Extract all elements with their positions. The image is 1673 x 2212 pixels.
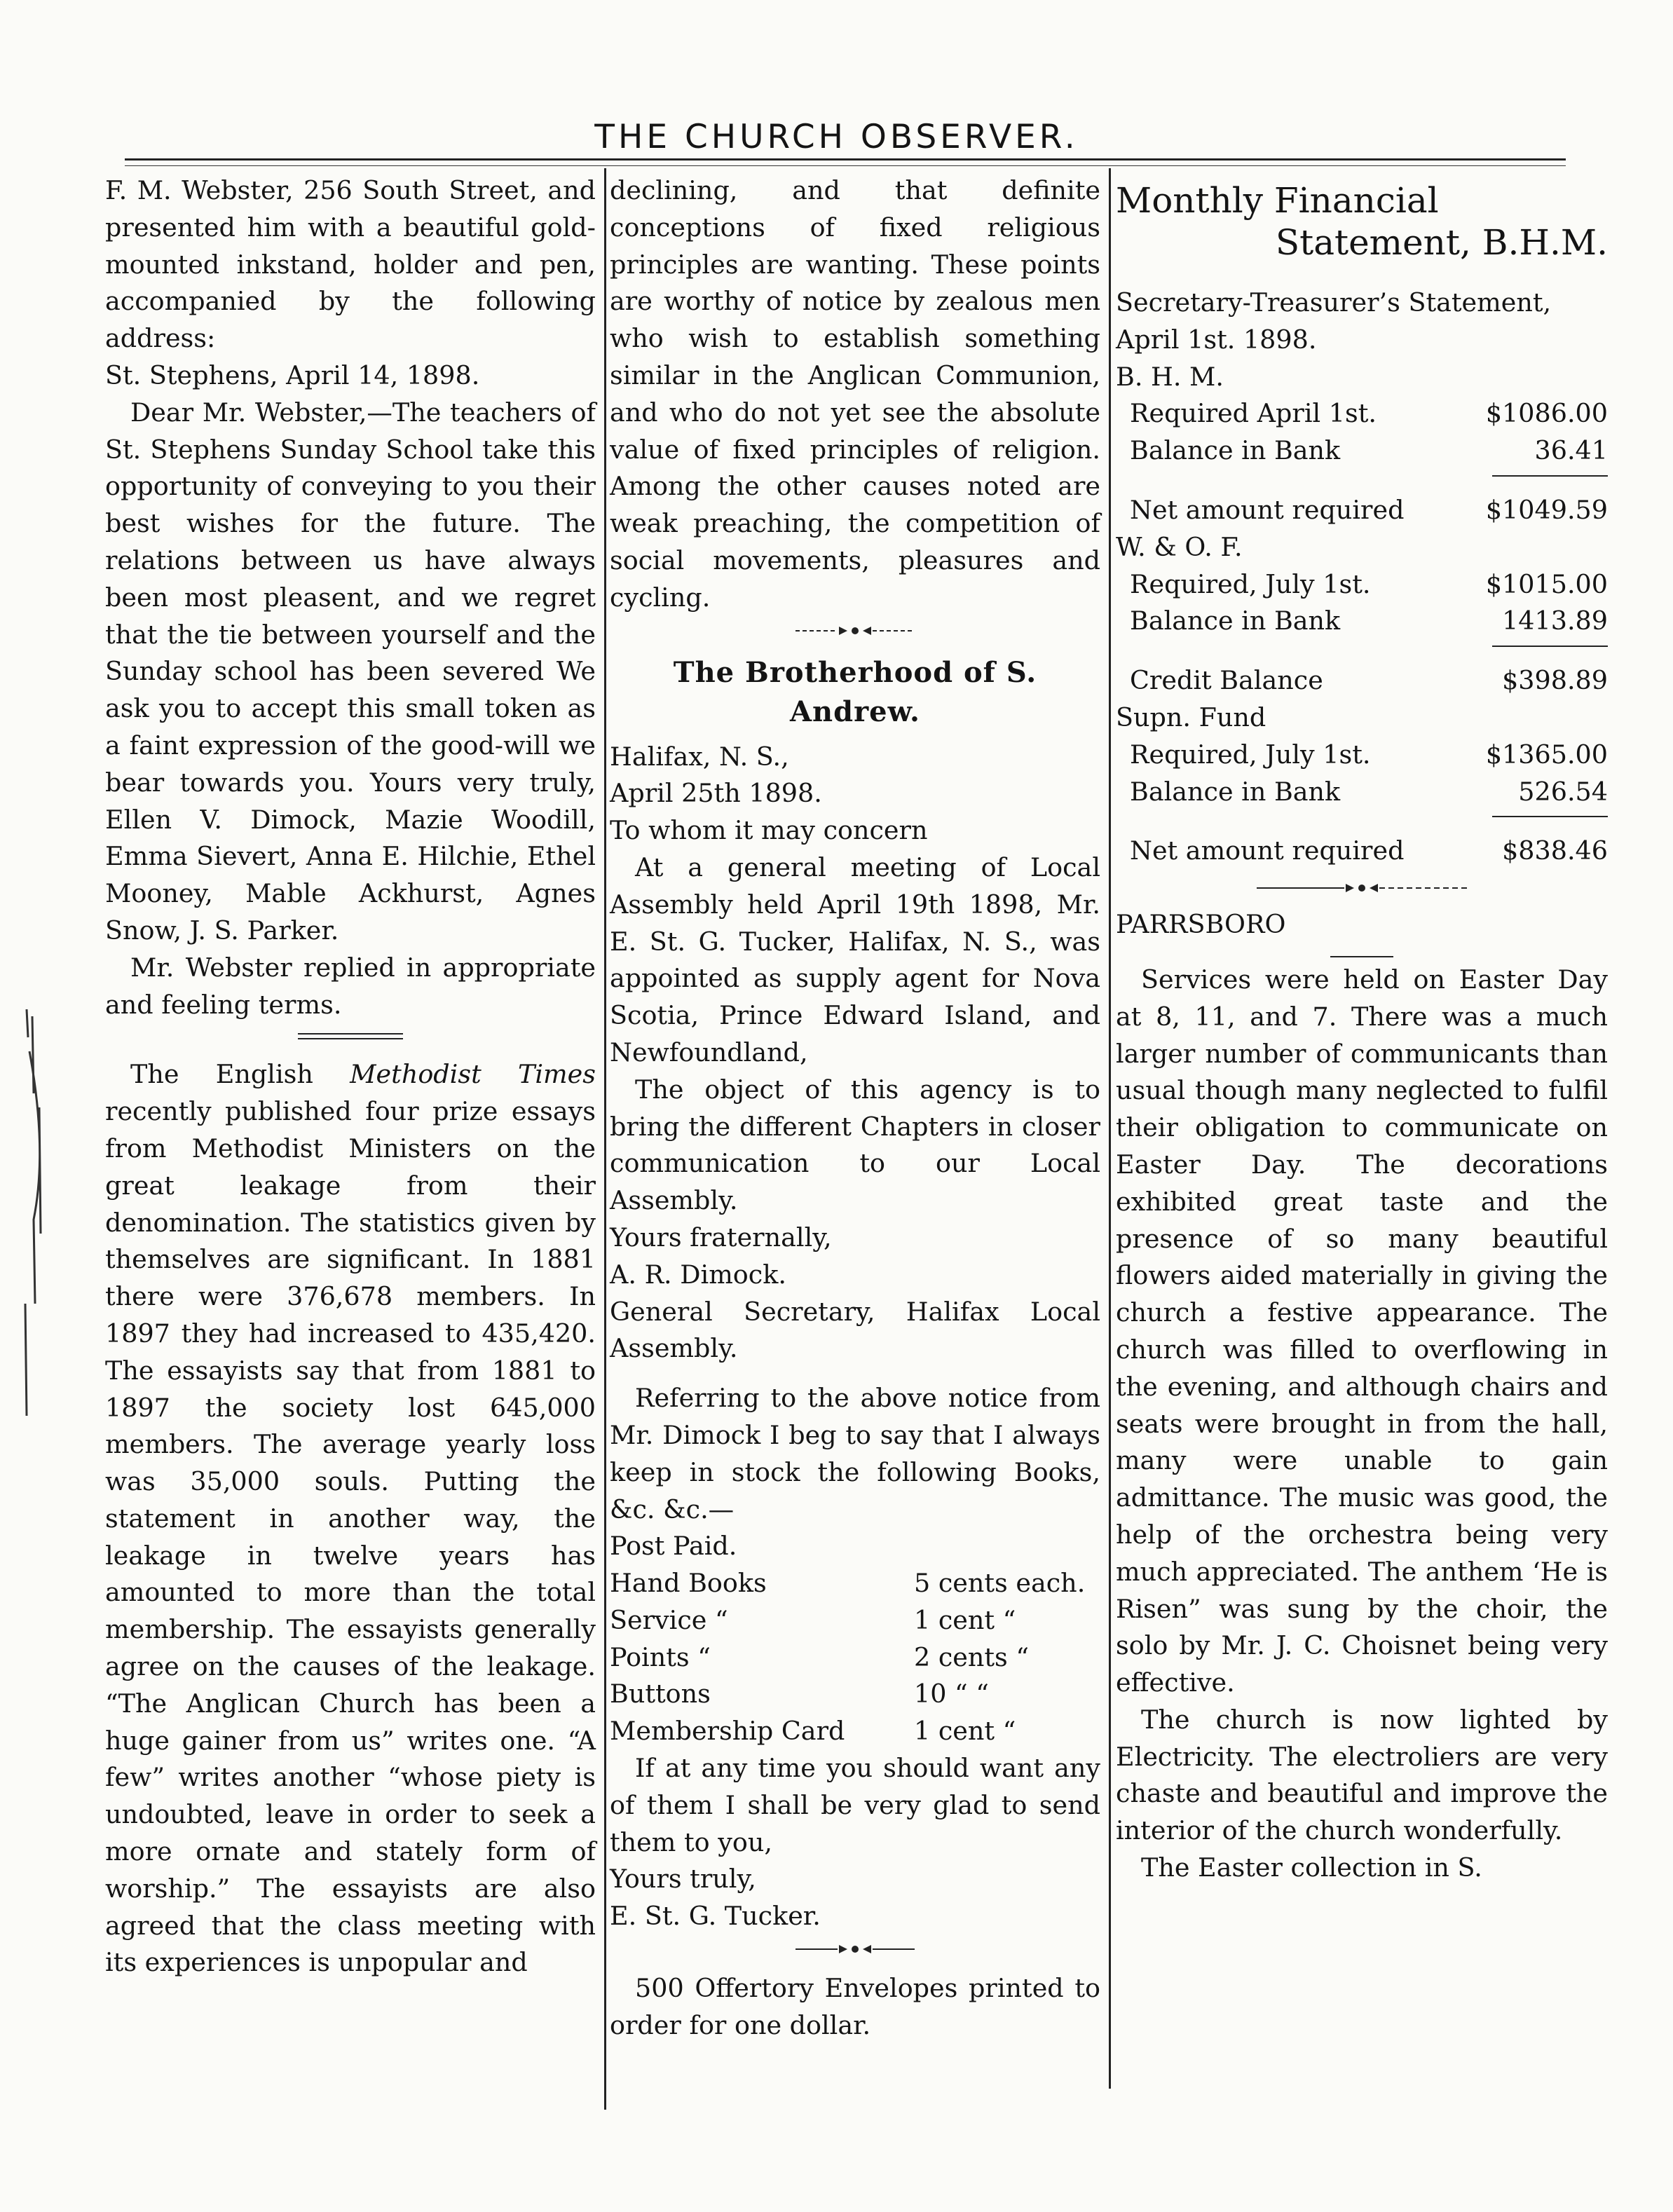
fund-name: W. & O. F. [1116, 531, 1243, 562]
letter-paragraph: If at any time you should want any of them I shall be very glad to send them to you, [610, 1753, 1100, 1857]
masthead-rule [125, 158, 1566, 161]
fund-row-amount: $1086.00 [1485, 398, 1608, 429]
price-item: Membership Card [610, 1716, 845, 1747]
brotherhood-heading: The Brotherhood of S. Andrew. [673, 655, 1037, 728]
fund-row-label: Balance in Bank [1130, 606, 1341, 636]
sum-rule [1492, 475, 1608, 477]
parrsboro-heading: PARRSBORO [1116, 909, 1286, 940]
masthead-title: THE CHURCH OBSERVER. [594, 118, 1079, 156]
price-value: 10 “ “ [914, 1679, 989, 1709]
price-item: Points “ [610, 1641, 711, 1672]
column-divider-left [604, 168, 606, 2110]
column-divider-right [1109, 168, 1111, 2089]
fund-total-amount: $838.46 [1502, 835, 1608, 866]
letter-paragraph: The object of this agency is to bring the different Chapters in closer communication to our Local Assembly. [610, 1074, 1100, 1216]
letter-salutation: To whom it may concern [610, 815, 928, 846]
fund-name: B. H. M. [1116, 361, 1224, 392]
fund-row-amount: 1413.89 [1502, 606, 1608, 636]
parrsboro-paragraph: Services were held on Easter Day at 8, 11, and 7. There was a much larger number of communicants than usual though many neglected to fulfil their obligation to communicate on Easter Day. The decorations exhibited great taste and the presence of so many beautiful flowers aided materially in giving the church a festive appearance. The church was filled to overflowing in the evening, and although chairs and seats were brought in from the hall, many were unable to gain admittance. The music was good, the help of the orchestra being very much appreciated. The anthem ‘He is Risen” was sung by the choir, the solo by Mr. J. C. Choisnet being very effective. [1116, 964, 1608, 1698]
text-run: The English [130, 1059, 350, 1090]
ornament-divider [610, 617, 1100, 645]
ornament-icon [1257, 881, 1467, 895]
heading-rule [1330, 956, 1393, 957]
financial-title-line1: Monthly Financial [1116, 180, 1439, 221]
address-letter: Dear Mr. Webster,—The teachers of St. Stephens Sunday School take this opportunity of conveying to you their best wishes for the future. The relations between us have always been most pleasent, and we regret that the tie between yourself and the Sunday school has been severed We ask you to accept this small token as a faint expression of the good-will we bear towards you. Yours very truly, Ellen V. Dimock, Mazie Woodill, Emma Sievert, Anna E. Hilchie, Ethel Mooney, Mable Ackhurst, Agnes Snow, J. S. Parker. [105, 397, 596, 945]
parrsboro-paragraph: The Easter collection in S. [1141, 1852, 1482, 1883]
fund-row [1116, 774, 1608, 811]
masthead-rule-thin [125, 165, 1566, 166]
fund-row-label: Required April 1st. [1130, 398, 1377, 429]
fund-total [1116, 833, 1608, 870]
fund-row-label: Balance in Bank [1130, 776, 1341, 807]
ornament-icon [795, 1942, 915, 1956]
fund-total-label: Net amount required [1130, 835, 1405, 866]
fund-total-row [1116, 662, 1608, 699]
column-1 [105, 172, 596, 1981]
fund-total-amount: $398.89 [1502, 665, 1608, 696]
letter-signature: E. St. G. Tucker. [610, 1901, 821, 1932]
price-value: 1 cent “ [914, 1604, 1016, 1635]
fund-row [1116, 566, 1608, 603]
fund-total [1116, 662, 1608, 699]
fund-row-amount: $1015.00 [1485, 568, 1608, 599]
signature-title: General Secretary, Halifax Local Assembly. [610, 1296, 1100, 1364]
scan-artifact [13, 1009, 55, 1416]
fund-row [1116, 395, 1608, 432]
fund-row-label: Required, July 1st. [1130, 739, 1371, 770]
letter-paragraph: At a general meeting of Local Assembly held April 19th 1898, Mr. E. St. G. Tucker, Halifax, N. S., was appointed as supply agent for Nova Scotia, Prince Edward Island, and Newfoundland, [610, 852, 1100, 1067]
sum-rule [1492, 816, 1608, 817]
fund-total-row [1116, 833, 1608, 870]
fund-row-label: Balance in Bank [1130, 435, 1341, 466]
fund-row-amount: 526.54 [1518, 776, 1608, 807]
letter-closing: Yours fraternally, [610, 1222, 832, 1252]
price-row [610, 1565, 1100, 1602]
letter-closing: Yours truly, [610, 1864, 756, 1894]
price-row [610, 1676, 1100, 1713]
ornament-divider [1116, 874, 1608, 902]
fund-table [1116, 395, 1608, 470]
letter-signature: A. R. Dimock. [610, 1259, 786, 1290]
sum-rule [1492, 646, 1608, 647]
fund-total-label: Credit Balance [1130, 665, 1323, 696]
fund-total-row [1116, 492, 1608, 529]
parrsboro-paragraph: The church is now lighted by Electricity. The electroliers are very chaste and beautiful and improve the interior of the church wonderfully. [1116, 1704, 1608, 1846]
fund-row-label: Required, July 1st. [1130, 568, 1371, 599]
fund-row-amount: 36.41 [1534, 435, 1608, 466]
price-row [610, 1713, 1100, 1750]
article-paragraph: declining, and that definite conceptions of fixed religious principles are wanting. These points are worthy of notice by zealous men who wish to establish something similar in the Anglican Communion, and who do not yet see the absolute value of fixed principles of religion. Among the other causes noted are weak preaching, the competition of social movements, pleasures and cycling. [610, 175, 1100, 613]
fund-total-label: Net amount required [1130, 494, 1405, 525]
fund-row-amount: $1365.00 [1485, 739, 1608, 770]
fund-table [1116, 566, 1608, 641]
letter-paragraph: Referring to the above notice from Mr. Dimock I beg to say that I always keep in stock the following Books, &c. &c.— [610, 1383, 1100, 1524]
letter-place: Halifax, N. S., [610, 741, 789, 772]
price-item: Service “ [610, 1604, 728, 1635]
column-3 [1116, 172, 1608, 1887]
fund-row [1116, 432, 1608, 470]
fund-table [1116, 737, 1608, 811]
publication-name: Methodist Times [350, 1059, 596, 1090]
text-run: recently published four prize essays from Methodist Ministers on the great leakage from their denomination. The statistics given by themselves are significant. In 1881 there were 376,678 members. In 1897 they had increased to 435,420. The essayists say that from 1881 to 1897 the society lost 645,000 members. The average yearly loss was 35,000 souls. Putting the statement in another way, the leakage in twelve years has amounted to more than the total membership. The essayists generally agree on the causes of the leakage. “The Anglican Church has been a huge gainer from us” writes one. “A few” writes another “whose piety is undoubted, leave in order to seek a more ornate and stately form of worship.” The essayists are also agreed that the class meeting with its experiences is unpopular and [105, 1096, 596, 1978]
article-paragraph: Mr. Webster replied in appropriate and feeling terms. [105, 952, 596, 1020]
fund-total-amount: $1049.59 [1485, 494, 1608, 525]
price-value: 2 cents “ [914, 1641, 1030, 1672]
financial-sections [1116, 359, 1608, 871]
price-item: Buttons [610, 1679, 711, 1709]
price-item: Hand Books [610, 1568, 767, 1599]
price-header: Post Paid. [610, 1531, 737, 1562]
price-list [610, 1565, 1100, 1750]
ornament-divider [610, 1935, 1100, 1963]
statement-intro: Secretary-Treasurer’s Statement, April 1st. 1898. [1116, 287, 1552, 355]
methodist-article [105, 1056, 596, 1981]
section-divider [298, 1033, 403, 1039]
ornament-icon [795, 624, 915, 638]
article-paragraph: F. M. Webster, 256 South Street, and presented him with a beautiful gold-mounted inkstand, holder and pen, accompanied by the following address: [105, 175, 596, 354]
advertisement: 500 Offertory Envelopes printed to order for one dollar. [610, 1973, 1100, 2040]
column-2 [610, 172, 1100, 2044]
fund-row [1116, 603, 1608, 640]
fund-name: Supn. Fund [1116, 702, 1266, 732]
price-row [610, 1602, 1100, 1639]
price-row [610, 1639, 1100, 1677]
price-value: 1 cent “ [914, 1716, 1016, 1747]
letter-date: April 25th 1898. [610, 778, 822, 809]
fund-total [1116, 492, 1608, 529]
financial-title-line2: Statement, B.H.M. [1275, 222, 1608, 263]
price-value: 5 cents each. [914, 1568, 1086, 1599]
fund-row [1116, 737, 1608, 774]
address-dateline: St. Stephens, April 14, 1898. [105, 360, 480, 390]
